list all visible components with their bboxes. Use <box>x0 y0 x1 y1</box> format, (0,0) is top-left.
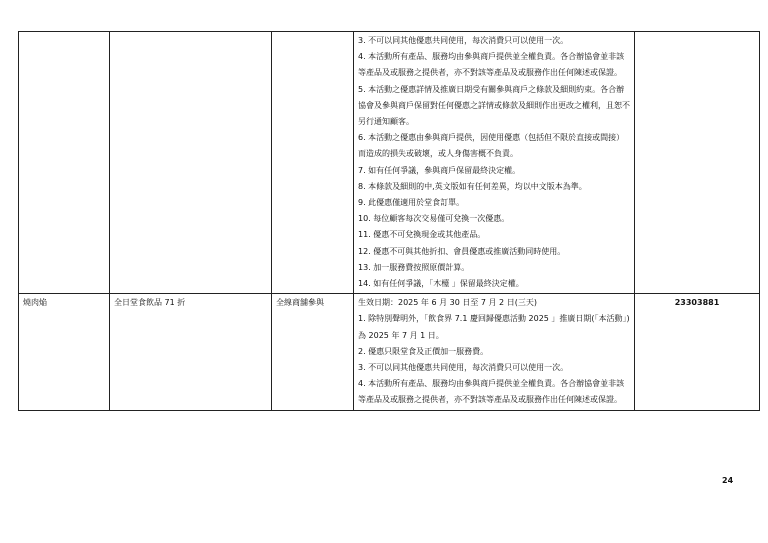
ref-number-cell: 23303881 <box>635 294 760 410</box>
term-line: 5. 本活動之優惠詳情及推廣日期受有關參與商戶之條款及細則約束。各合辦協會及參與商戶保留對任何優惠之詳情或條款及細則作出更改之權利，且恕不另行通知顧客。 <box>358 84 630 127</box>
ref-number-cell <box>635 32 760 294</box>
table-row <box>19 294 760 410</box>
term-line: 7. 如有任何爭議，參與商戶保留最終決定權。 <box>358 165 521 175</box>
shop-name-cell <box>19 32 110 294</box>
offer-cell <box>110 32 272 294</box>
term-line: 3. 不可以同其他優惠共同使用，每次消費只可以使用一次。 <box>358 36 569 45</box>
term-line: 4. 本活動所有產品、服務均由參與商戶提供並全權負責。各合辦協會並非該等產品及或服務之提供者，亦不對該等產品及或服務作出任何陳述或保證。 <box>358 52 625 78</box>
terms-cell <box>354 294 635 410</box>
table-row <box>19 32 760 294</box>
scope-cell: 全線商舖參與 <box>272 294 354 410</box>
terms-table <box>18 31 760 411</box>
term-line: 9. 此優惠僅適用於堂食訂單。 <box>358 198 465 208</box>
term-line: 3. 不可以同其他優惠共同使用，每次消費只可以使用一次。 <box>358 363 569 373</box>
term-line: 14. 如有任何爭議，「木檯 」保留最終決定權。 <box>358 279 524 289</box>
shop-name-cell: 燒肉焔 <box>19 294 110 410</box>
terms-cell <box>354 32 635 294</box>
term-line: 8. 本條款及細則的中,英文版如有任何差異，均以中文版本為準。 <box>358 181 587 191</box>
scope-cell <box>272 32 354 294</box>
term-line: 6. 本活動之優惠由參與商戶提供，因使用優惠（包括但不限於直接或間接）而造成的損失或破壞，或人身傷害概不負責。 <box>358 133 625 159</box>
term-line: 12. 優惠不可與其他折扣、會員優惠或推廣活動同時使用。 <box>358 246 566 256</box>
term-line: 11. 優惠不可兌換現金或其他產品。 <box>358 230 486 240</box>
term-line: 10. 每位顧客每次交易僅可兌換一次優惠。 <box>358 214 510 224</box>
term-line: 4. 本活動所有產品、服務均由參與商戶提供並全權負責。各合辦協會並非該等產品及或服務之提供者，亦不對該等產品及或服務作出任何陳述或保證。 <box>358 379 625 405</box>
term-line: 13. 加一服務費按照原價計算。 <box>358 262 470 272</box>
term-line: 生效日期：2025 年 6 月 30 日至 7 月 2 日(三天) <box>358 298 537 308</box>
page-number: 24 <box>722 476 734 485</box>
offer-cell: 全日堂食飲品 71 折 <box>110 294 272 410</box>
term-line: 1. 除特別聲明外，「飲食界 7.1 慶回歸優惠活動 2025 」推廣日期(「本活動」) 為 2025 年 7 月 1 日。 <box>358 314 630 340</box>
term-line: 2. 優惠只限堂食及正價加一服務費。 <box>358 346 489 356</box>
